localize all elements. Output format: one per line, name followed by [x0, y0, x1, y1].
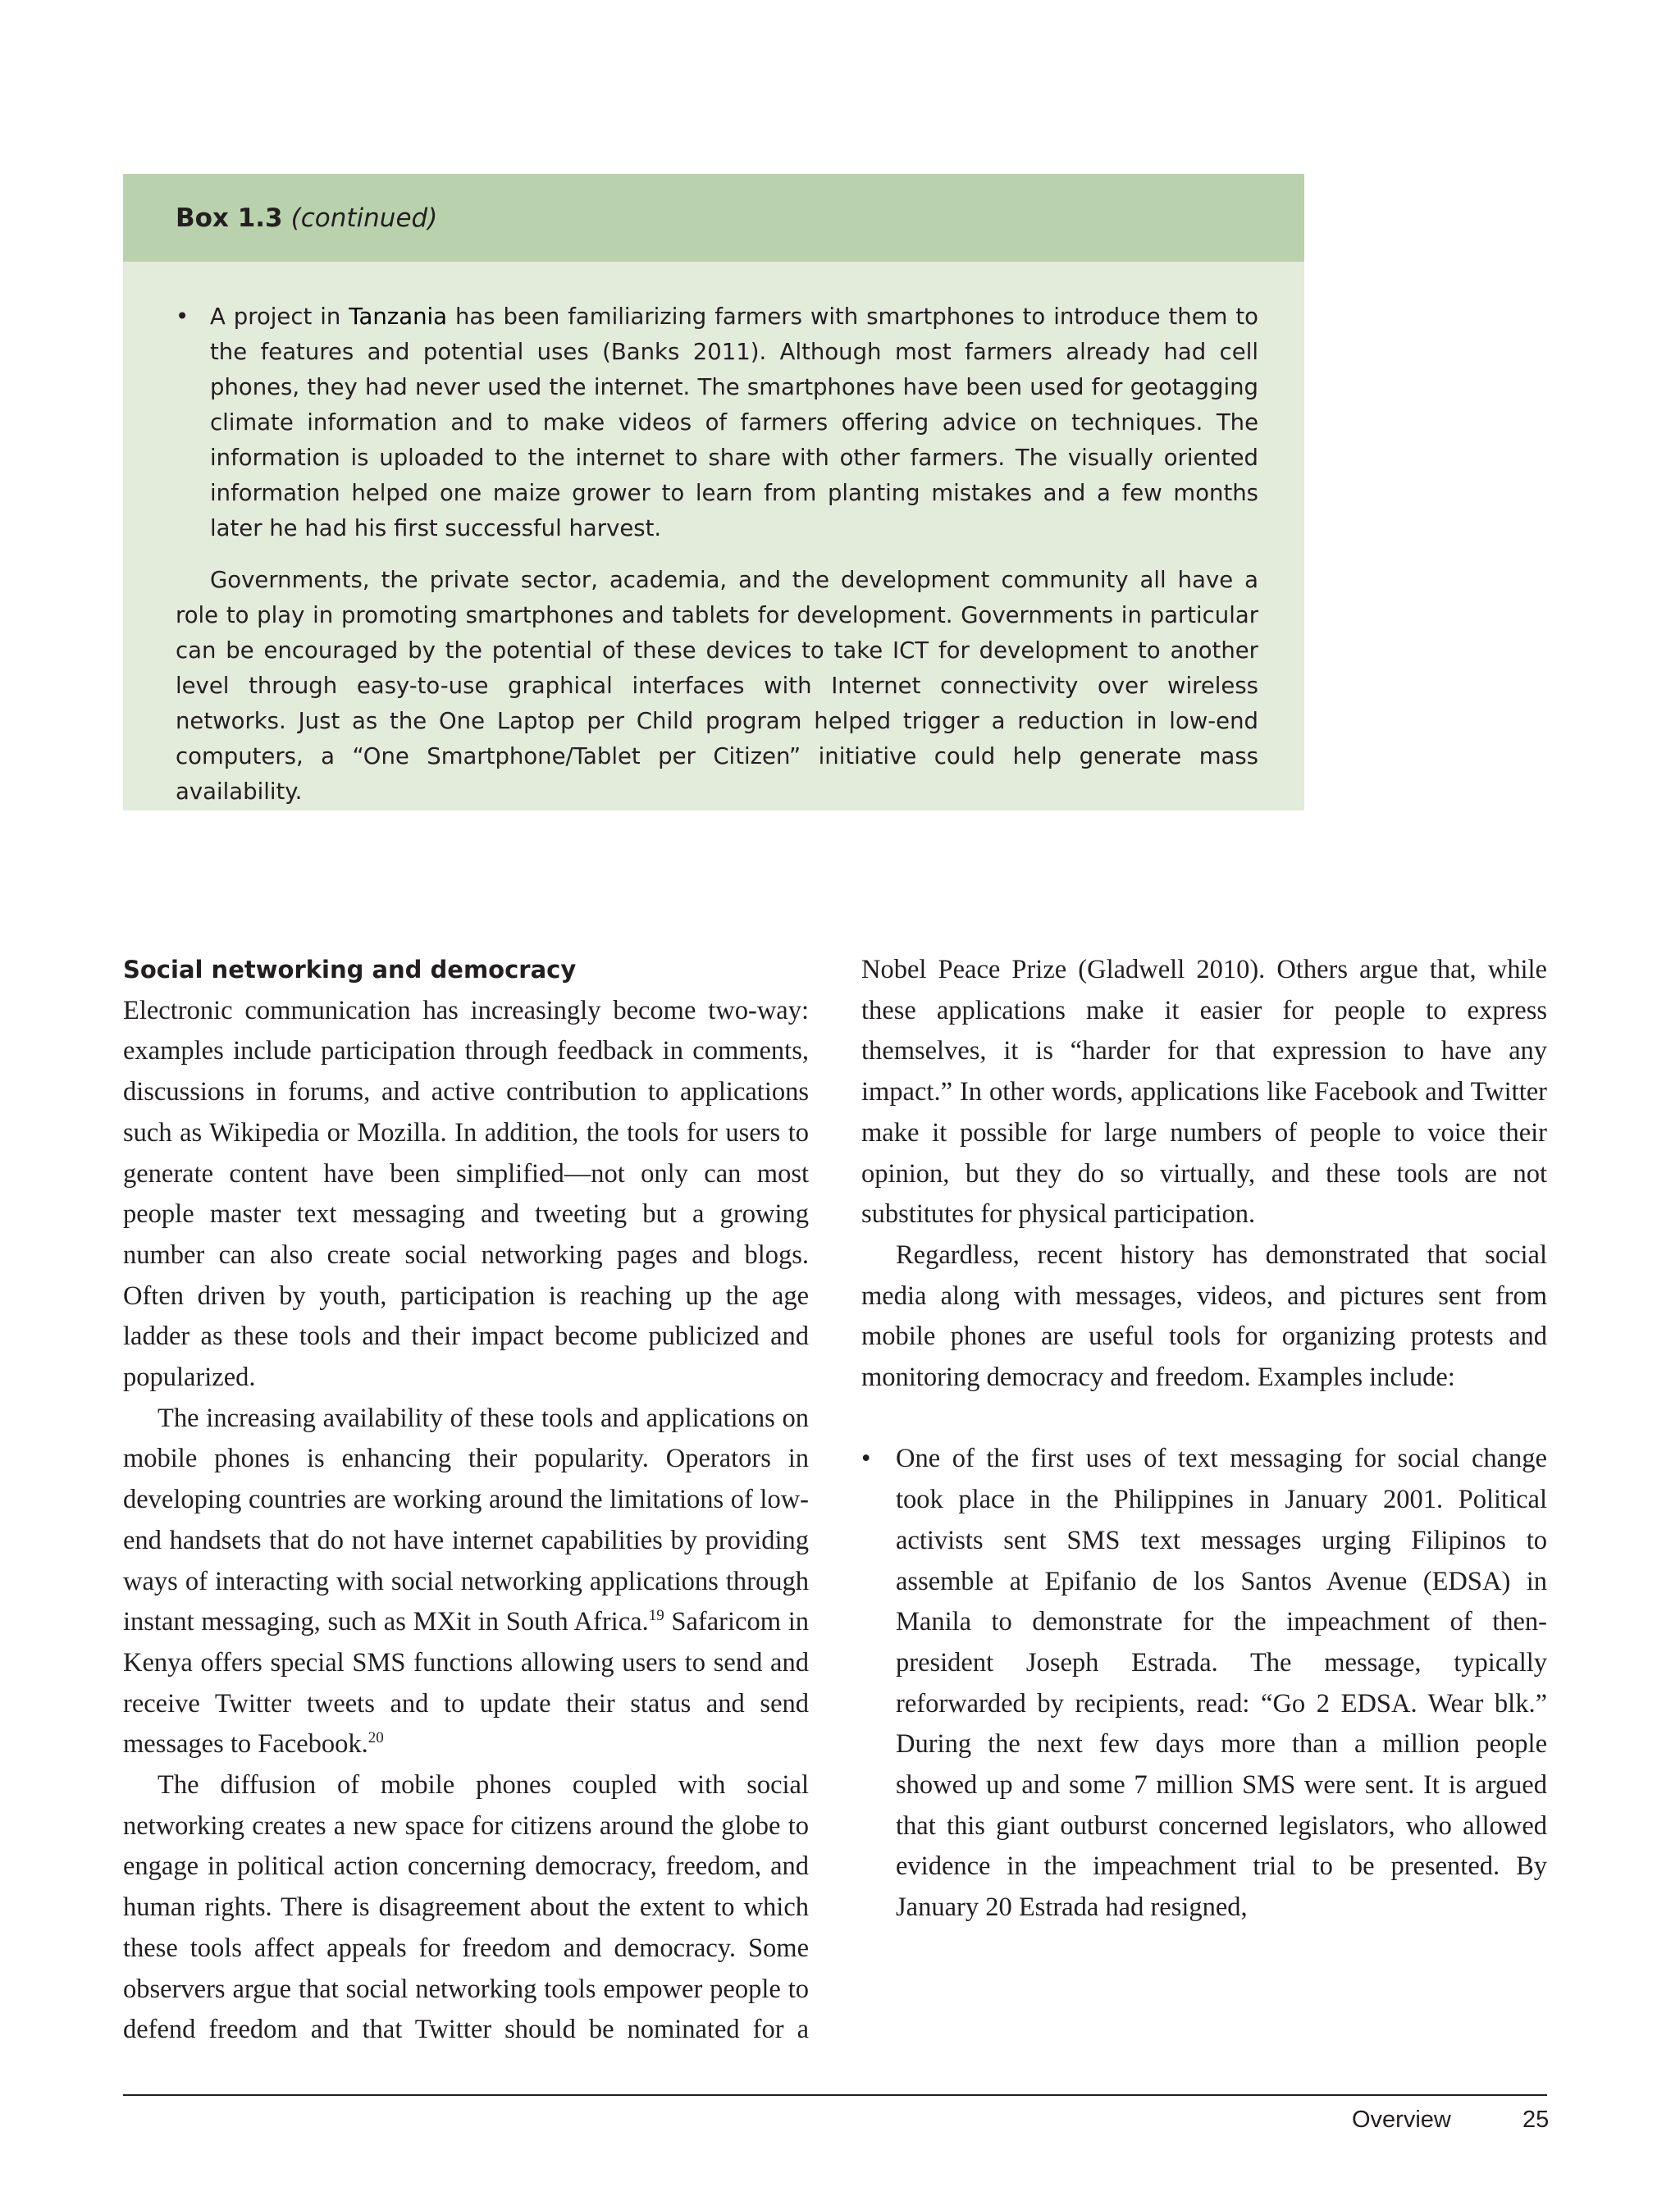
bullet-icon: •: [861, 1444, 871, 1474]
box-body: [176, 299, 1258, 810]
box-title: Box 1.3: [176, 203, 283, 233]
box-header: [123, 174, 1304, 262]
box-bullet-text-before: A project in: [210, 304, 349, 330]
footer-section-label: Overview: [1352, 2107, 1451, 2133]
right-column: [861, 950, 1547, 1929]
box-bullet-item: [176, 299, 1258, 546]
paragraph-3-continued: [861, 950, 1547, 1235]
list-item: [861, 1439, 1547, 1928]
paragraph-3-continued-text: Nobel Peace Prize (Gladwell 2010). Others argue that, while these applications make it easier for people to express themselves, it is “harder for that expression to have any impact.” In other words, applications like Facebook and Twitter make it possible for large numbers of people to voice their opinion, but they do so virtually, and these tools are not substitutes for physical participation.: [861, 955, 1547, 1230]
bullet-1-text: One of the first uses of text messaging for social change took place in the Philippines in January 2001. Political activists sent SMS text messages urging Filipinos to assemble at Epifanio de los Santos Avenue (EDSA) in Manila to demonstrate for the impeachment of then-president Joseph Estrada. The message, typically reforwarded by recipients, read: “Go 2 EDSA. Wear blk.” During the next few days more than a million people showed up and some 7 million SMS were sent. It is argued that this giant outburst concerned legislators, who allowed evidence in the impeachment trial to be presented. By January 20 Estrada had resigned,: [896, 1444, 1547, 1923]
box-bullet-country: Tanzania: [349, 304, 447, 330]
footnote-ref-19[interactable]: 19: [648, 1607, 664, 1625]
left-column: [123, 950, 809, 2051]
box-subtitle: (continued): [290, 203, 438, 233]
paragraph-1: Electronic communication has increasingly become two-way: examples include participation through feedback in comments, discussions in forums, and active contribution to applications such as Wikipedia or Mozilla. In addition, the tools for users to generate content have been simplified—not only can most people master text messaging and tweeting but a growing number can also create social networking pages and blogs. Often driven by youth, participation is reaching up the age ladder as these tools and their impact become publicized and popularized.: [123, 995, 809, 1393]
box-bullet-text-after: has been familiarizing farmers with smartphones to introduce them to the features and potential uses (Banks 2011). Although most farmers already had cell phones, they had never used the internet. The smartphones have been used for geotagging climate information and to make videos of farmers offering advice on techniques. The information is uploaded to the internet to share with other farmers. The visually oriented information helped one maize grower to learn from planting mistakes and a few months later he had his first successful harvest.: [210, 304, 1258, 541]
page-number: 25: [1522, 2107, 1550, 2133]
bullet-icon: •: [176, 304, 189, 330]
box-paragraph: Governments, the private sector, academia, and the development community all have a role to play in promoting smartphones and tablets for development. Governments in particular can be encouraged by the potential of these devices to take ICT for development to another level through easy-to-use graphical interfaces with Internet connectivity over wireless networks. Just as the One Laptop per Child program helped trigger a reduction in low-end computers, a “One Smartphone/Tablet per Citizen” initiative could help generate mass availability.: [176, 567, 1258, 805]
footer-rule: [123, 2094, 1547, 2096]
footnote-ref-20[interactable]: 20: [368, 1729, 384, 1747]
paragraph-4: Regardless, recent history has demonstrated that social media along with messages, videos, and pictures sent from mobile phones are useful tools for organizing protests and monitoring democracy and freedom. Examples include:: [861, 1239, 1547, 1393]
box-1-3: [123, 174, 1304, 810]
paragraph-2-part-a: The increasing availability of these tools and applications on mobile phones is enhancing their popularity. Operators in developing countries are working around the limitations of low-end handsets that do not have internet capabilities by providing ways of interacting with social networking applications through instant messaging, such as MXit in South Africa.: [123, 1403, 809, 1637]
paragraph-3-text: The diffusion of mobile phones coupled with social networking creates a new space for citizens around the globe to engage in political action concerning democracy, freedom, and human rights. There is disagreement about the extent to which these tools affect appeals for freedom and democracy. Some observers argue that social networking tools empower people to defend freedom and that Twitter should be nominated for a: [123, 1770, 809, 2045]
paragraph-2-part-b: Safaricom in Kenya offers special SMS functions allowing users to send and receive Twitter tweets and to update their status and send messages to Facebook.: [123, 1607, 809, 1760]
paragraph-2: [123, 1399, 809, 1765]
section-heading: Social networking and democracy: [123, 956, 577, 984]
paragraph-3: [123, 1765, 809, 2051]
